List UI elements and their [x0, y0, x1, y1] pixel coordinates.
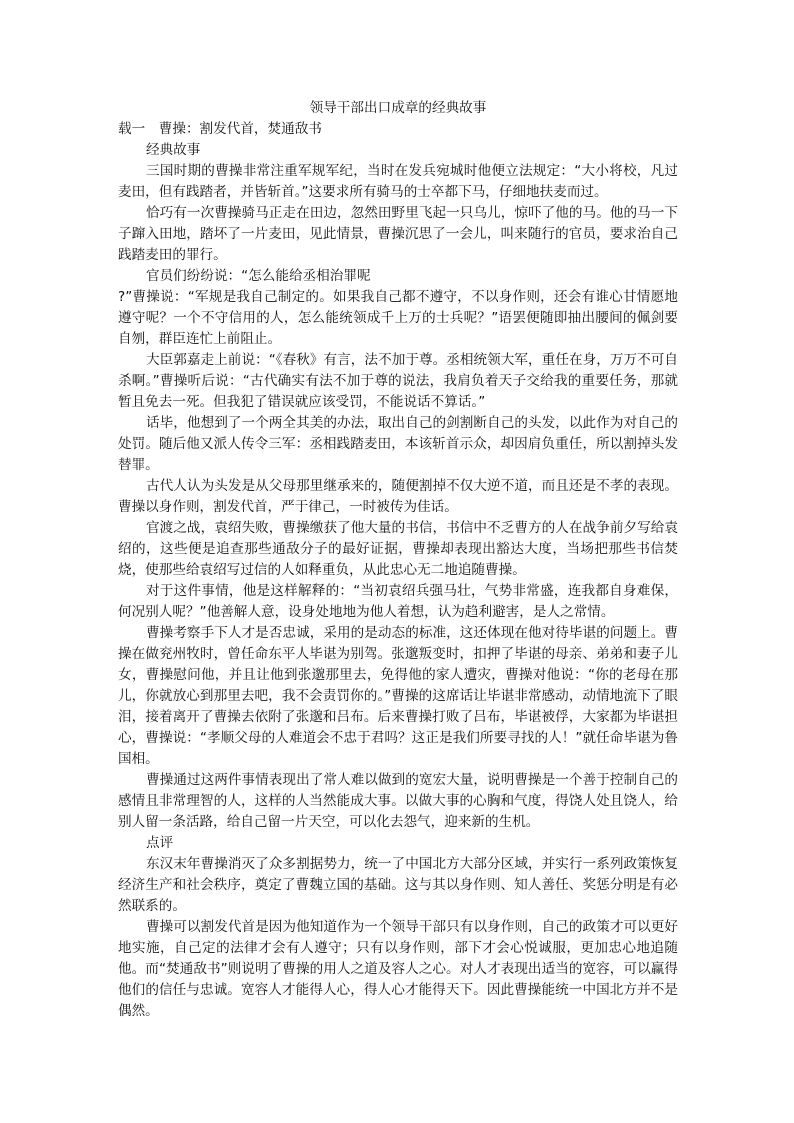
story-paragraph: 三国时期的曹操非常注重军规军纪，当时在发兵宛城时他便立法规定：“大小将校，凡过麦田，但有践踏者，并皆斩首。”这要求所有骑马的士卒都下马，仔细地扶麦而过。 [118, 163, 678, 200]
document-title: 领导干部出口成章的经典故事 [309, 100, 487, 116]
story-paragraph: 恰巧有一次曹操骑马正走在田边，忽然田野里飞起一只乌儿，惊吓了他的马。他的马一下子蹿入田地，踏坏了一片麦田，见此情景，曹操沉思了一会儿，叫来随行的官员，要求治自己践踏麦田的罪行。 [118, 205, 678, 263]
comment-paragraph: 曹操可以割发代首是因为他知道作为一个领导干部只有以身作则，自己的政策才可以更好地实施，自己定的法律才会有人遵守；只有以身作则，部下才会心悦诚服，更加忠心地追随他。而“焚通敌书”则说明了曹操的用人之道及容人之心。对人才表现出适当的宽容，可以赢得他们的信任与忠诚。宽容人才能得人心，得人心才能得天下。因此曹操能统一中国北方并不是偶然。 [118, 919, 678, 1019]
story-paragraph: 官渡之战，袁绍失败，曹操缴获了他大量的书信，书信中不乏曹方的人在战争前夕写给袁绍的，这些便是追查那些通敌分子的最好证据，曹操却表现出豁达大度，当场把那些书信焚烧，使那些给袁绍写过信的人如释重负，从此忠心无二地追随曹操。 [118, 520, 678, 578]
story-paragraph: ?”曹操说：“军规是我自己制定的。如果我自己都不遵守，不以身作则，还会有谁心甘情愿地遵守呢？一个不守信用的人，怎么能统领成千上万的士兵呢？”语罢便随即抽出腰间的佩剑要自刎，群臣连忙上前阻止。 [118, 289, 678, 347]
story-paragraph: 古代人认为头发是从父母那里继承来的，随便割掉不仅大逆不道，而且还是不孝的表现。曹操以身作则，割发代首，严于律己，一时被传为佳话。 [118, 478, 678, 515]
comment-paragraph: 东汉末年曹操消灭了众多割据势力，统一了中国北方大部分区域，并实行一系列政策恢复经济生产和社会秩序，奠定了曹魏立国的基础。这与其以身作则、知人善任、奖惩分明是有必然联系的。 [118, 856, 678, 914]
story-paragraph: 官员们纷纷说：“怎么能给丞相治罪呢 [146, 268, 371, 284]
document-page [118, 98, 678, 1022]
story-paragraph: 大臣郭嘉走上前说：“《春秋》有言，法不加于尊。丞相统领大军，重任在身，万万不可自杀啊。”曹操听后说：“古代确实有法不加于尊的说法，我肩负着天子交给我的重要任务，那就暂且免去一死。但我犯了错误就应该受罚，不能说话不算话。” [118, 352, 678, 410]
story-paragraph: 对于这件事情，他是这样解释的：“当初袁绍兵强马壮，气势非常盛，连我都自身难保，何况别人呢？”他善解人意，设身处地地为他人着想，认为趋利避害，是人之常情。 [118, 583, 678, 620]
story-subheading: 经典故事 [146, 142, 201, 158]
story-paragraph: 曹操考察手下人才是否忠诚，采用的是动态的标准，这还体现在他对待毕谌的问题上。曹操在做兖州牧时，曾任命东平人毕谌为别驾。张邈叛变时，扣押了毕谌的母亲、弟弟和妻子儿女，曹操慰问他，并且让他到张邈那里去，免得他的家人遭灾，曹操对他说：“你的老母在那儿，你就放心到那里去吧，我不会责罚你的。”曹操的这席话让毕谌非常感动，动情地流下了眼泪，接着离开了曹操去依附了张邈和吕布。后来曹操打败了吕布，毕谌被俘，大家都为毕谌担心，曹操说：“孝顺父母的人难道会不忠于君吗？这正是我们所要寻找的人！”就任命毕谌为鲁国相。 [118, 625, 678, 767]
comment-subheading: 点评 [146, 835, 174, 851]
story-paragraph: 话毕，他想到了一个两全其美的办法，取出自己的剑割断自己的头发，以此作为对自己的处罚。随后他又派人传令三军：丞相践踏麦田，本该斩首示众，却因肩负重任，所以割掉头发替罪。 [118, 415, 678, 473]
story-paragraph: 曹操通过这两件事情表现出了常人难以做到的宽宏大量，说明曹操是一个善于控制自己的感情且非常理智的人，这样的人当然能成大事。以做大事的心胸和气度，得饶人处且饶人，给别人留一条活路，给自己留一片天空，可以化去怨气，迎来新的生机。 [118, 772, 678, 830]
section-heading: 载一 曹操：割发代首，焚通敌书 [118, 121, 322, 137]
